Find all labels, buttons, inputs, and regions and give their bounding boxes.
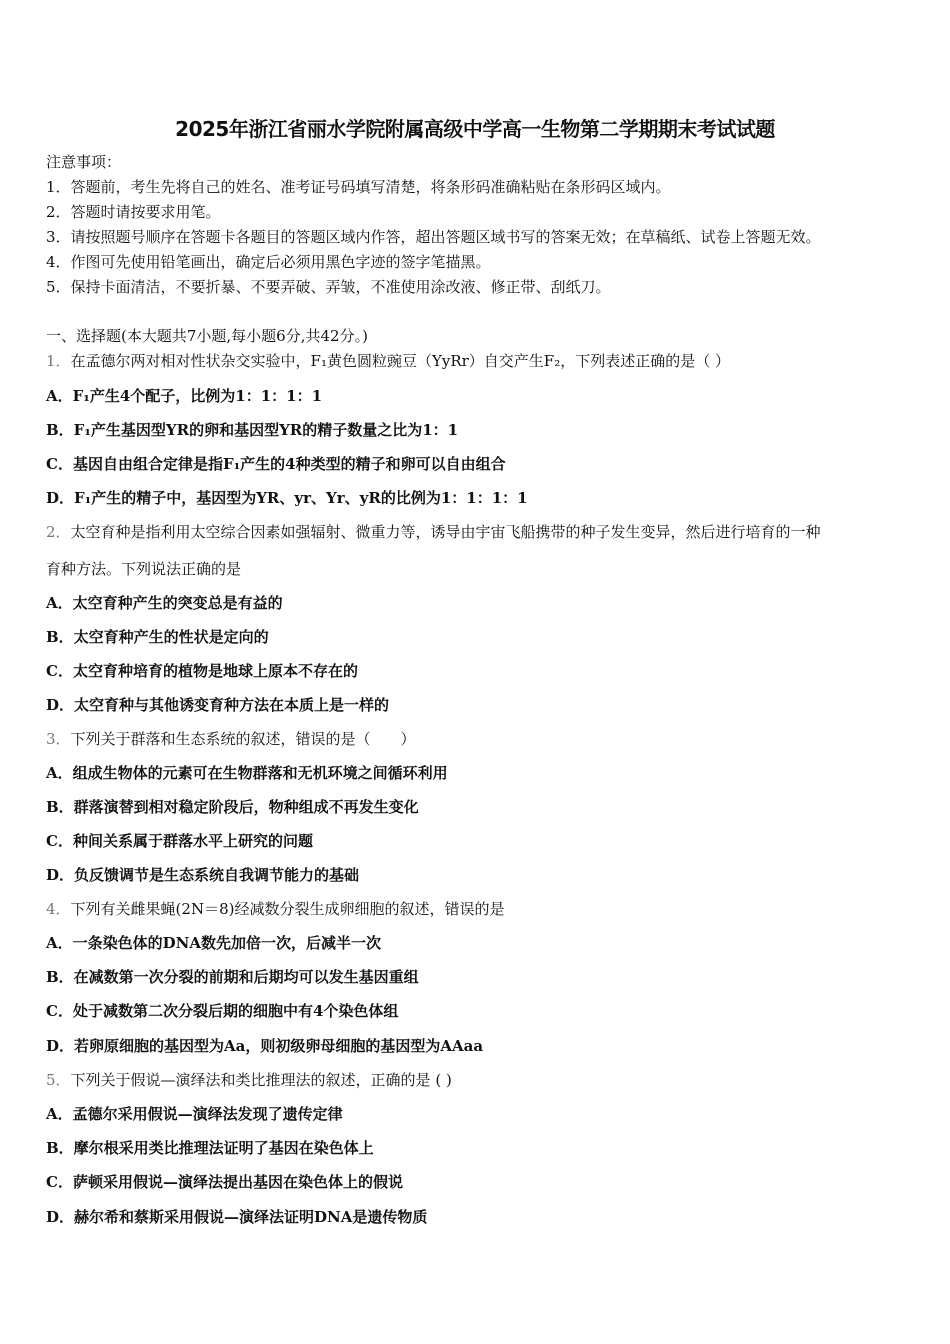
option-d: D．若卵原细胞的基因型为Aa，则初级卵母细胞的基因型为AAaa — [46, 1037, 484, 1055]
question-text: 在孟德尔两对相对性状杂交实验中，F₁黄色圆粒豌豆（YyRr）自交产生F₂，下列表述正确的是（ ） — [70, 352, 731, 370]
option-b: B．在减数第一次分裂的前期和后期均可以发生基因重组 — [46, 968, 419, 986]
question-4-stem — [46, 899, 504, 919]
question-text: 太空育种是指利用太空综合因素如强辐射、微重力等，诱导由宇宙飞船携带的种子发生变异，然后进行培育的一种 — [70, 523, 821, 541]
section-heading: 一、选择题(本大题共7小题,每小题6分,共42分。) — [46, 327, 368, 345]
option-a: A．组成生物体的元素可在生物群落和无机环境之间循环利用 — [46, 764, 448, 782]
page-title: 2025年浙江省丽水学院附属高级中学高一生物第二学期期末考试试题 — [175, 117, 775, 141]
notice-item: 2．答题时请按要求用笔。 — [46, 203, 221, 221]
notice-item: 3．请按照题号顺序在答题卡各题目的答题区域内作答，超出答题区域书写的答案无效；在草稿纸、试卷上答题无效。 — [46, 228, 821, 246]
option-c: C．种间关系属于群落水平上研究的问题 — [46, 832, 313, 850]
question-2-stem — [46, 522, 821, 542]
question-number: 5． — [46, 1071, 71, 1089]
notice-item: 5．保持卡面清洁，不要折暴、不要弄破、弄皱，不准使用涂改液、修正带、刮纸刀。 — [46, 278, 611, 296]
question-3-stem — [46, 729, 416, 749]
notice-item: 1．答题前，考生先将自己的姓名、准考证号码填写清楚，将条形码准确粘贴在条形码区域内。 — [46, 178, 671, 196]
option-c: C．太空育种培育的植物是地球上原本不存在的 — [46, 662, 358, 680]
question-1-stem — [46, 351, 730, 371]
question-number: 3． — [46, 730, 71, 748]
question-2-stem-cont: 育种方法。下列说法正确的是 — [46, 560, 242, 578]
question-number: 1． — [46, 352, 71, 370]
option-b: B．太空育种产生的性状是定向的 — [46, 628, 269, 646]
question-5-stem — [46, 1070, 452, 1090]
option-d: D．太空育种与其他诱变育种方法在本质上是一样的 — [46, 696, 390, 714]
notice-item: 4．作图可先使用铅笔画出，确定后必须用黑色字迹的签字笔描黑。 — [46, 253, 491, 271]
option-b: B．摩尔根采用类比推理法证明了基因在染色体上 — [46, 1139, 374, 1157]
option-c: C．处于减数第二次分裂后期的细胞中有4个染色体组 — [46, 1002, 399, 1020]
option-c: C．萨顿采用假说—演绎法提出基因在染色体上的假说 — [46, 1173, 403, 1191]
option-b: B．群落演替到相对稳定阶段后，物种组成不再发生变化 — [46, 798, 419, 816]
option-a: A．孟德尔采用假说—演绎法发现了遗传定律 — [46, 1105, 343, 1123]
option-a: A．太空育种产生的突变总是有益的 — [46, 594, 283, 612]
question-number: 4． — [46, 900, 71, 918]
option-b: B．F₁产生基因型YR的卵和基因型YR的精子数量之比为1：1 — [46, 421, 459, 439]
option-d: D．负反馈调节是生态系统自我调节能力的基础 — [46, 866, 360, 884]
question-number: 2． — [46, 523, 71, 541]
question-text: 下列关于假说—演绎法和类比推理法的叙述，正确的是 ( ) — [70, 1071, 452, 1089]
option-d: D．赫尔希和蔡斯采用假说—演绎法证明DNA是遗传物质 — [46, 1208, 428, 1226]
option-a: A．一条染色体的DNA数先加倍一次，后减半一次 — [46, 934, 381, 952]
question-text: 下列关于群落和生态系统的叙述，错误的是（ ） — [70, 730, 416, 748]
question-text: 下列有关雌果蝇(2N＝8)经减数分裂生成卵细胞的叙述，错误的是 — [70, 900, 505, 918]
option-a: A．F₁产生4个配子，比例为1：1：1：1 — [46, 387, 323, 405]
option-d: D．F₁产生的精子中，基因型为YR、yr、Yr、yR的比例为1：1：1：1 — [46, 489, 528, 507]
option-c: C．基因自由组合定律是指F₁产生的4种类型的精子和卵可以自由组合 — [46, 455, 506, 473]
notice-heading: 注意事项： — [46, 153, 122, 171]
